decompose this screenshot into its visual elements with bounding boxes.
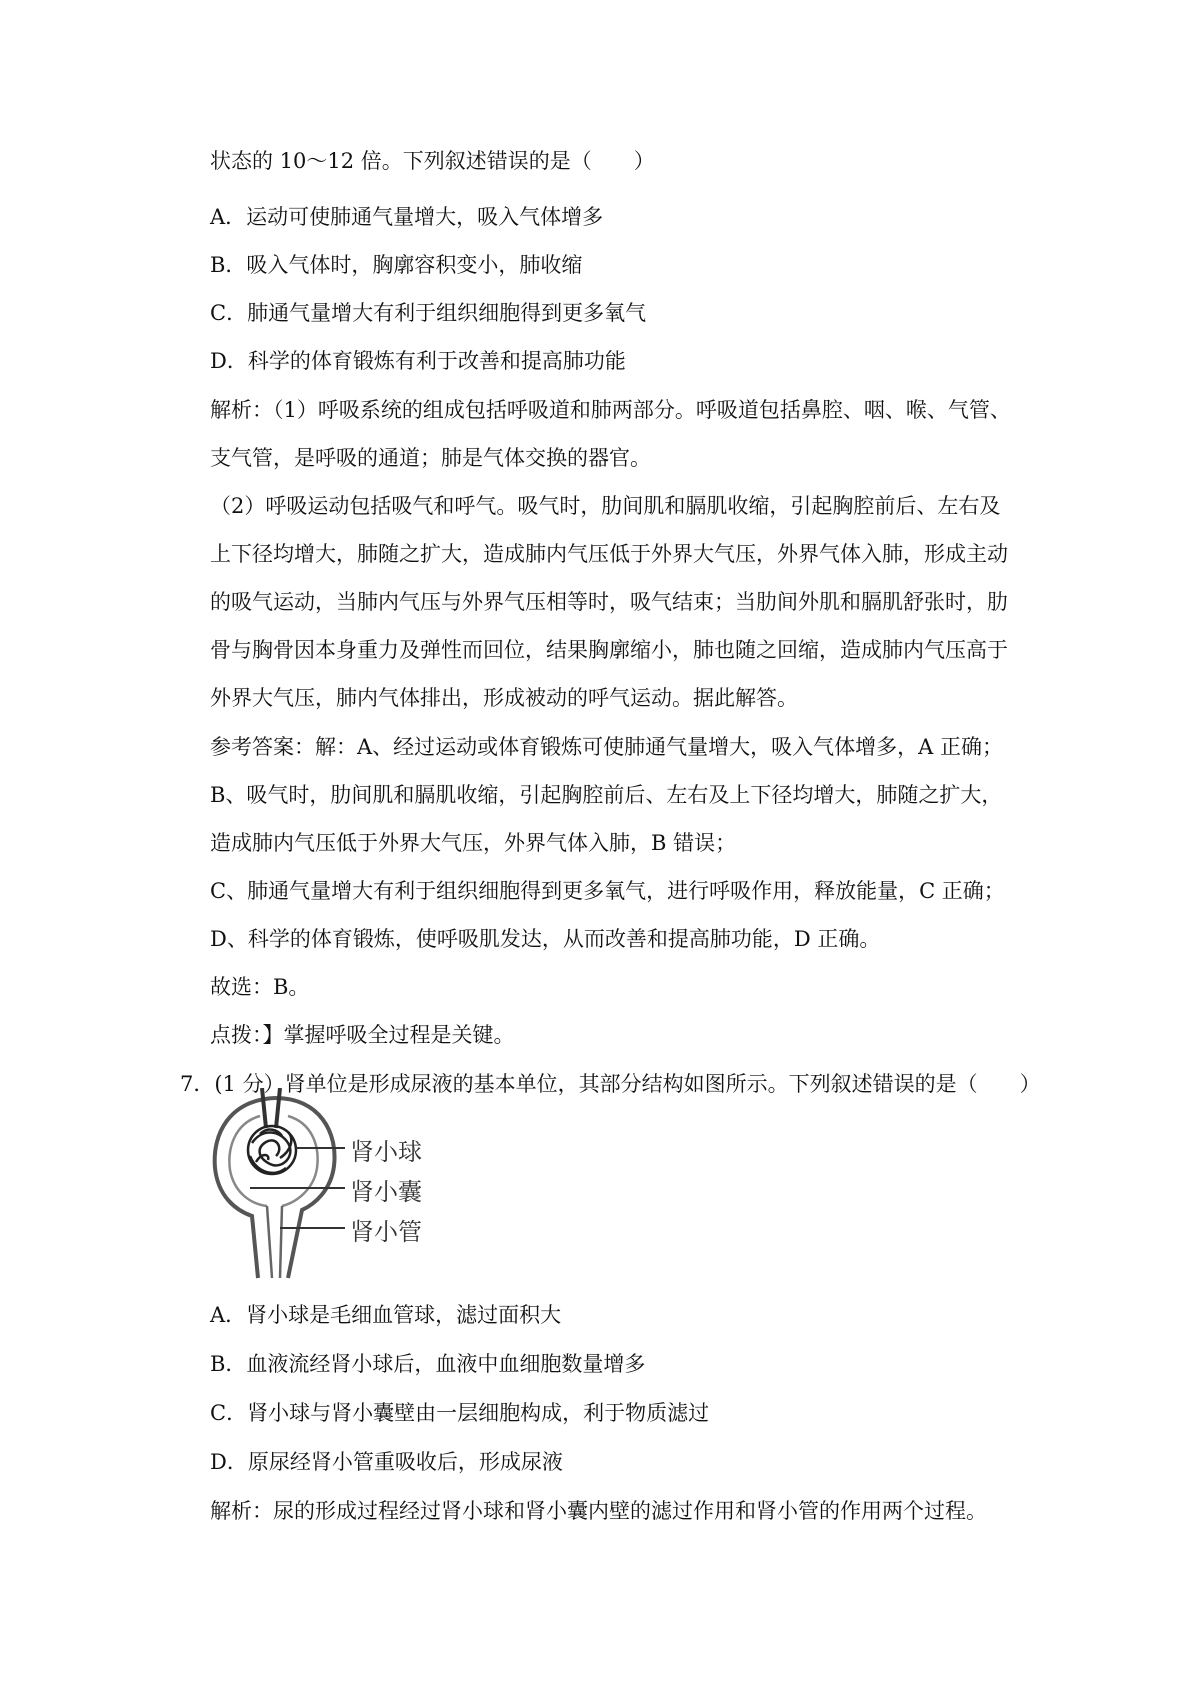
q7-option-a: A．肾小球是毛细血管球，滤过面积大 bbox=[210, 1303, 562, 1327]
q6-option-d: D．科学的体育锻炼有利于改善和提高肺功能 bbox=[210, 349, 626, 373]
renal-tubule-label: 肾小管 bbox=[350, 1218, 422, 1246]
q7-stem: 7．(1 分）肾单位是形成尿液的基本单位，其部分结构如图所示。下列叙述错误的是（ ） bbox=[180, 1072, 1041, 1096]
q6-answer-line: C、肺通气量增大有利于组织细胞得到更多氧气，进行呼吸作用，释放能量，C 正确； bbox=[210, 879, 1005, 903]
q6-answer-line: D、科学的体育锻炼，使呼吸肌发达，从而改善和提高肺功能，D 正确。 bbox=[210, 927, 881, 951]
q6-analysis-line: 的吸气运动，当肺内气压与外界气压相等时，吸气结束；当肋间外肌和膈肌舒张时，肋 bbox=[210, 590, 1008, 614]
q7-option-c: C．肾小球与肾小囊壁由一层细胞构成，利于物质滤过 bbox=[210, 1401, 710, 1425]
bowmans-capsule-label: 肾小囊 bbox=[350, 1178, 422, 1206]
q6-tip: 点拨：】掌握呼吸全过程是关键。 bbox=[210, 1023, 515, 1047]
q7-option-b: B．血液流经肾小球后，血液中血细胞数量增多 bbox=[210, 1352, 646, 1376]
q6-analysis-line: 外界大气压，肺内气体排出，形成被动的呼气运动。据此解答。 bbox=[210, 686, 798, 710]
q6-option-c: C．肺通气量增大有利于组织细胞得到更多氧气 bbox=[210, 301, 647, 325]
q6-option-a: A．运动可使肺通气量增大，吸入气体增多 bbox=[210, 205, 604, 229]
q6-analysis-line: （2）呼吸运动包括吸气和呼气。吸气时，肋间肌和膈肌收缩，引起胸腔前后、左右及 bbox=[210, 494, 1001, 518]
q7-analysis: 解析：尿的形成过程经过肾小球和肾小囊内壁的滤过作用和肾小管的作用两个过程。 bbox=[210, 1499, 987, 1523]
q6-analysis-line: 支气管，是呼吸的通道；肺是气体交换的器官。 bbox=[210, 446, 651, 470]
nephron-figure bbox=[210, 1088, 440, 1283]
q6-answer-line: 参考答案：解：A、经过运动或体育锻炼可使肺通气量增大，吸入气体增多，A 正确； bbox=[210, 735, 1004, 759]
q6-option-b: B．吸入气体时，胸廓容积变小，肺收缩 bbox=[210, 253, 583, 277]
glomerulus-label: 肾小球 bbox=[350, 1138, 422, 1166]
q6-answer-line: 造成肺内气压低于外界大气压，外界气体入肺，B 错误； bbox=[210, 831, 737, 855]
q6-analysis-line: 解析：（1）呼吸系统的组成包括呼吸道和肺两部分。呼吸道包括鼻腔、咽、喉、气管、 bbox=[210, 398, 1011, 422]
q6-answer-line: B、吸气时，肋间肌和膈肌收缩，引起胸腔前后、左右及上下径均增大，肺随之扩大， bbox=[210, 783, 1003, 807]
q7-option-d: D．原尿经肾小管重吸收后，形成尿液 bbox=[210, 1450, 563, 1474]
q6-stem-tail: 状态的 10～12 倍。下列叙述错误的是（ ） bbox=[210, 149, 655, 173]
q6-analysis-line: 上下径均增大，肺随之扩大，造成肺内气压低于外界大气压，外界气体入肺，形成主动 bbox=[210, 542, 1008, 566]
q6-analysis-line: 骨与胸骨因本身重力及弹性而回位，结果胸廓缩小，肺也随之回缩，造成肺内气压高于 bbox=[210, 638, 1008, 662]
q6-answer-line: 故选：B。 bbox=[210, 975, 310, 999]
